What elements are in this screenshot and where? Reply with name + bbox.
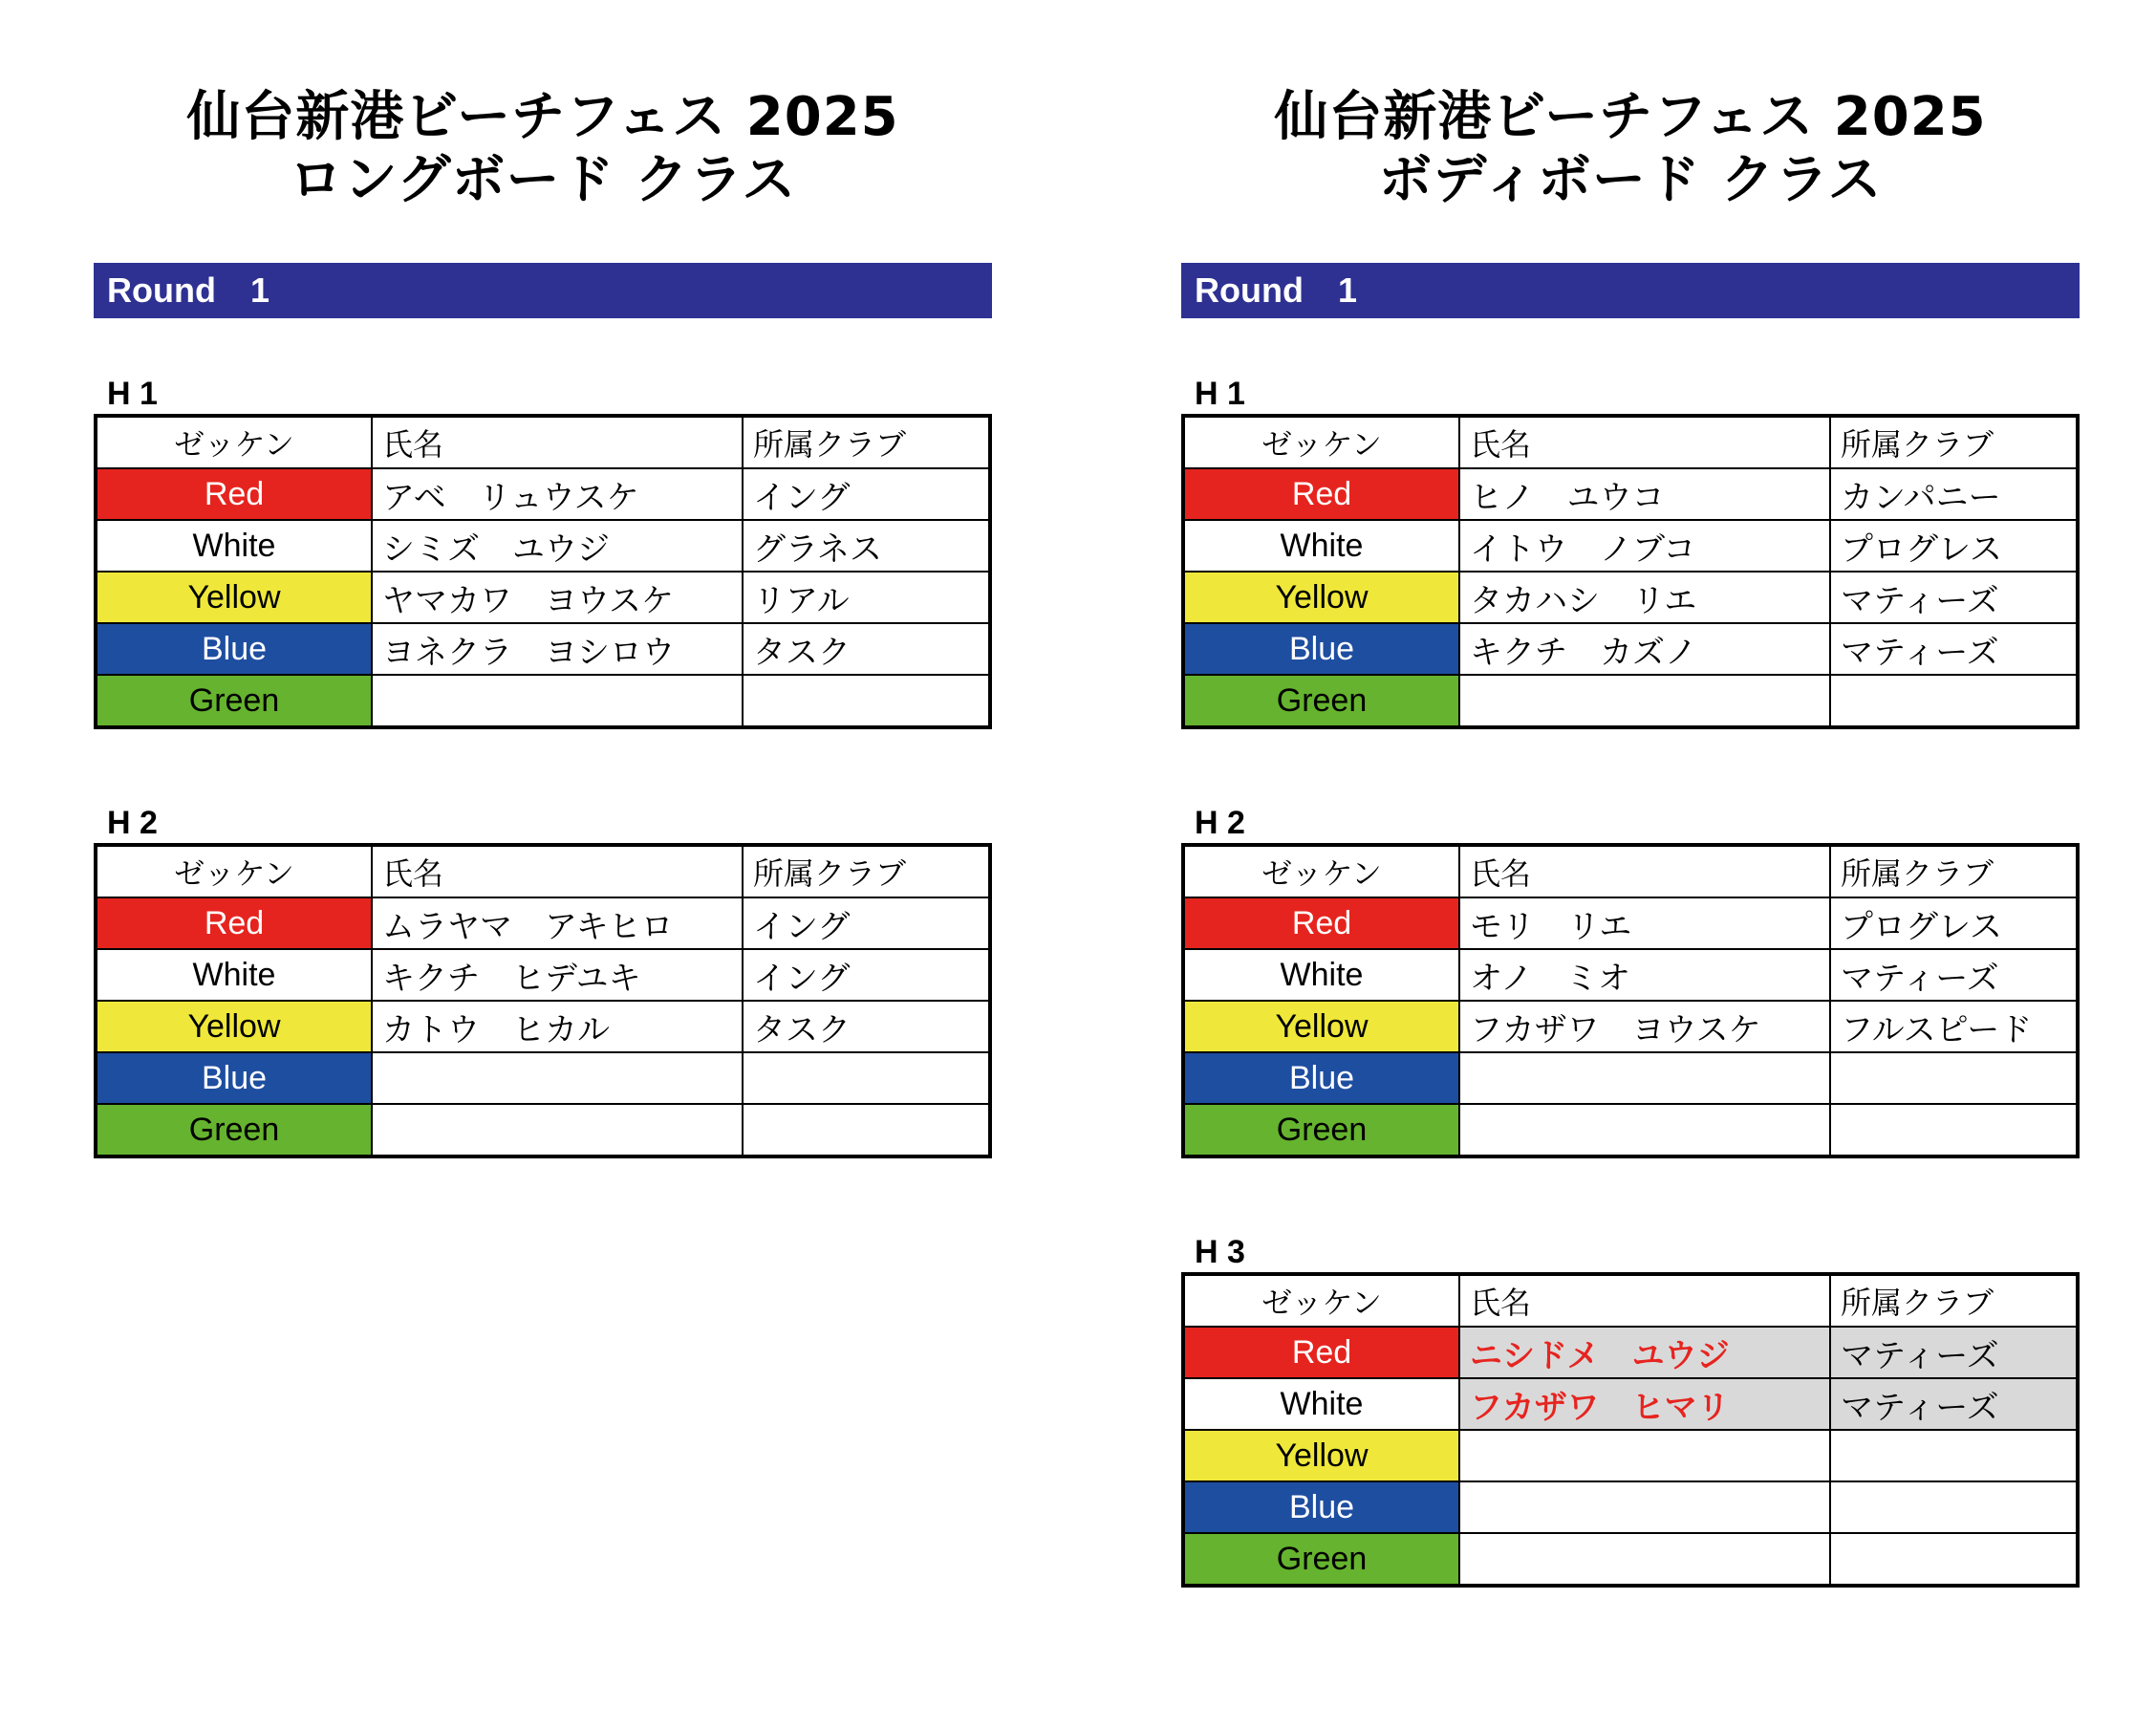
surfer-name [372, 675, 743, 727]
surfer-club [1830, 1533, 2078, 1586]
surfer-name: タカハシ リエ [1459, 572, 1830, 623]
page-title [94, 86, 992, 212]
table-row [96, 949, 990, 1001]
surfer-club: イング [743, 949, 990, 1001]
surfer-club [1830, 1052, 2078, 1104]
surfer-club: イング [743, 897, 990, 949]
bib-blue: Blue [1183, 1481, 1459, 1533]
surfer-name: ヒノ ユウコ [1459, 468, 1830, 520]
heat-table [1181, 843, 2080, 1158]
bib-yellow: Yellow [1183, 1430, 1459, 1481]
bib-green: Green [1183, 1533, 1459, 1586]
table-row [96, 1052, 990, 1104]
table-row [96, 1001, 990, 1052]
table-row [1183, 675, 2078, 727]
header-name: 氏名 [372, 845, 743, 897]
surfer-name: ヨネクラ ヨシロウ [372, 623, 743, 675]
surfer-club: リアル [743, 572, 990, 623]
surfer-club: イング [743, 468, 990, 520]
table-header-row [96, 416, 990, 468]
surfer-club: マティーズ [1830, 623, 2078, 675]
surfer-club [1830, 1430, 2078, 1481]
header-club: 所属クラブ [743, 416, 990, 468]
surfer-name: アベ リュウスケ [372, 468, 743, 520]
surfer-club [743, 675, 990, 727]
surfer-name-highlighted: ニシドメ ユウジ [1459, 1327, 1830, 1378]
bib-white: White [1183, 1378, 1459, 1430]
table-row [96, 468, 990, 520]
surfer-name: シミズ ユウジ [372, 520, 743, 572]
bib-blue: Blue [96, 1052, 372, 1104]
bib-red: Red [1183, 468, 1459, 520]
round-banner: Round 1 [1181, 263, 2080, 318]
bib-blue: Blue [1183, 1052, 1459, 1104]
table-row [1183, 468, 2078, 520]
surfer-club: タスク [743, 1001, 990, 1052]
surfer-name [372, 1104, 743, 1156]
heat-label: H 1 [107, 376, 158, 412]
heat-label: H 1 [1195, 376, 1245, 412]
table-row [96, 572, 990, 623]
table-row [96, 897, 990, 949]
table-header-row [1183, 1274, 2078, 1327]
surfer-name [1459, 1481, 1830, 1533]
title-event: 仙台新港ビーチフェス 2025 [1274, 86, 1987, 148]
surfer-club [1830, 675, 2078, 727]
surfer-name: オノ ミオ [1459, 949, 1830, 1001]
surfer-name: カトウ ヒカル [372, 1001, 743, 1052]
table-row [1183, 1104, 2078, 1156]
surfer-club: マティーズ [1830, 572, 2078, 623]
heat-table [94, 414, 992, 729]
table-row [1183, 897, 2078, 949]
header-bib: ゼッケン [1183, 416, 1459, 468]
surfer-club: マティーズ [1830, 949, 2078, 1001]
bib-red: Red [96, 468, 372, 520]
heat-table [1181, 1272, 2080, 1588]
table-row [1183, 520, 2078, 572]
table-row [96, 1104, 990, 1156]
surfer-club [1830, 1104, 2078, 1156]
bib-yellow: Yellow [96, 572, 372, 623]
bib-white: White [96, 949, 372, 1001]
bib-green: Green [1183, 675, 1459, 727]
header-club: 所属クラブ [743, 845, 990, 897]
surfer-name [1459, 1052, 1830, 1104]
title-event: 仙台新港ビーチフェス 2025 [186, 86, 899, 148]
table-row [1183, 949, 2078, 1001]
heat-label: H 2 [107, 805, 158, 841]
surfer-name-highlighted: フカザワ ヒマリ [1459, 1378, 1830, 1430]
bib-blue: Blue [1183, 623, 1459, 675]
surfer-name: ヤマカワ ヨウスケ [372, 572, 743, 623]
surfer-name: キクチ カズノ [1459, 623, 1830, 675]
round-banner: Round 1 [94, 263, 992, 318]
table-row [1183, 1001, 2078, 1052]
surfer-name [372, 1052, 743, 1104]
surfer-club [743, 1052, 990, 1104]
header-name: 氏名 [372, 416, 743, 468]
table-header-row [1183, 845, 2078, 897]
heat-h1 [94, 374, 992, 729]
title-class: ロングボード クラス [289, 149, 797, 211]
page-title [1181, 86, 2080, 212]
table-row [1183, 1327, 2078, 1378]
header-bib: ゼッケン [1183, 1274, 1459, 1327]
surfer-name: モリ リエ [1459, 897, 1830, 949]
longboard-column [94, 0, 992, 1148]
surfer-name: フカザワ ヨウスケ [1459, 1001, 1830, 1052]
heat-label: H 3 [1195, 1234, 1245, 1270]
heat-h2 [94, 803, 992, 1158]
table-row [1183, 1533, 2078, 1586]
table-row [96, 623, 990, 675]
header-name: 氏名 [1459, 845, 1830, 897]
header-bib: ゼッケン [1183, 845, 1459, 897]
header-club: 所属クラブ [1830, 416, 2078, 468]
header-club: 所属クラブ [1830, 845, 2078, 897]
title-class: ボディボード クラス [1378, 149, 1883, 211]
table-row [1183, 623, 2078, 675]
header-name: 氏名 [1459, 1274, 1830, 1327]
bib-yellow: Yellow [1183, 1001, 1459, 1052]
bib-yellow: Yellow [1183, 572, 1459, 623]
surfer-club: プログレス [1830, 897, 2078, 949]
header-bib: ゼッケン [96, 416, 372, 468]
bib-green: Green [1183, 1104, 1459, 1156]
bib-green: Green [96, 1104, 372, 1156]
surfer-name [1459, 1430, 1830, 1481]
surfer-name [1459, 675, 1830, 727]
bib-red: Red [1183, 897, 1459, 949]
table-row [1183, 1481, 2078, 1533]
surfer-name: キクチ ヒデユキ [372, 949, 743, 1001]
heat-table [1181, 414, 2080, 729]
bib-white: White [1183, 520, 1459, 572]
table-header-row [1183, 416, 2078, 468]
bib-yellow: Yellow [96, 1001, 372, 1052]
surfer-club-highlighted: マティーズ [1830, 1378, 2078, 1430]
heat-h2 [1181, 803, 2080, 1158]
bib-red: Red [96, 897, 372, 949]
surfer-club: フルスピード [1830, 1001, 2078, 1052]
surfer-name: ムラヤマ アキヒロ [372, 897, 743, 949]
bodyboard-column [1181, 0, 2080, 1577]
surfer-name [1459, 1533, 1830, 1586]
heat-table [94, 843, 992, 1158]
bib-green: Green [96, 675, 372, 727]
surfer-club: プログレス [1830, 520, 2078, 572]
surfer-club: グラネス [743, 520, 990, 572]
surfer-name [1459, 1104, 1830, 1156]
table-row [1183, 1430, 2078, 1481]
surfer-club: タスク [743, 623, 990, 675]
header-bib: ゼッケン [96, 845, 372, 897]
heat-label: H 2 [1195, 805, 1245, 841]
table-row [96, 520, 990, 572]
table-row [1183, 1378, 2078, 1430]
table-row [1183, 572, 2078, 623]
surfer-club-highlighted: マティーズ [1830, 1327, 2078, 1378]
header-name: 氏名 [1459, 416, 1830, 468]
surfer-name: イトウ ノブコ [1459, 520, 1830, 572]
surfer-club [1830, 1481, 2078, 1533]
bib-white: White [1183, 949, 1459, 1001]
table-row [96, 675, 990, 727]
surfer-club: カンパニー [1830, 468, 2078, 520]
table-header-row [96, 845, 990, 897]
surfer-club [743, 1104, 990, 1156]
bib-white: White [96, 520, 372, 572]
table-row [1183, 1052, 2078, 1104]
header-club: 所属クラブ [1830, 1274, 2078, 1327]
bib-red: Red [1183, 1327, 1459, 1378]
heat-h3 [1181, 1232, 2080, 1588]
heat-h1 [1181, 374, 2080, 729]
bib-blue: Blue [96, 623, 372, 675]
